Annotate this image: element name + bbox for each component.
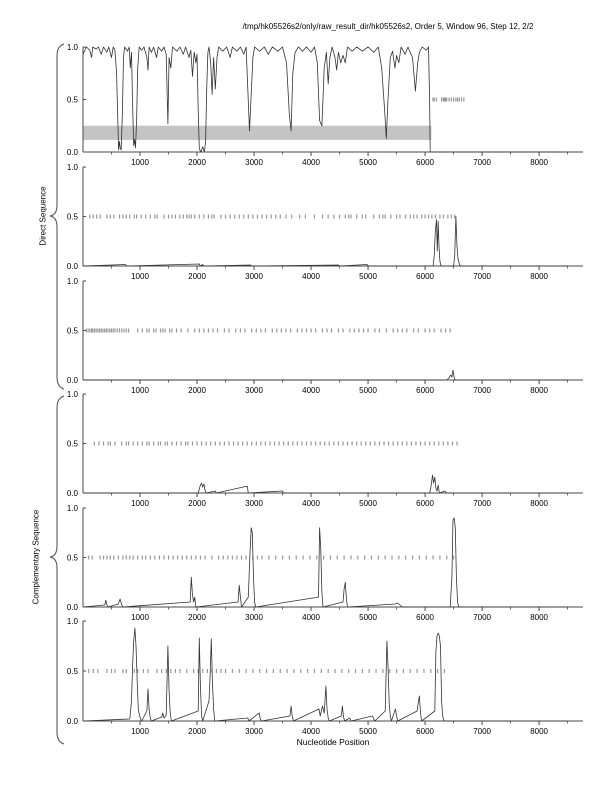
panel-complementary-frame-3 <box>67 617 583 736</box>
y-tick-label: 0.5 <box>66 667 78 676</box>
x-tick-label: 7000 <box>473 499 491 508</box>
x-tick-label: 6000 <box>416 158 434 167</box>
x-tick-label: 2000 <box>188 272 206 281</box>
x-tick-label: 8000 <box>530 499 548 508</box>
x-tick-label: 7000 <box>473 727 491 736</box>
y-tick-label: 1.0 <box>66 163 78 172</box>
probability-curve <box>83 475 568 493</box>
x-tick-label: 5000 <box>359 272 377 281</box>
complementary-sequence-brace <box>50 396 64 744</box>
x-tick-label: 6000 <box>416 272 434 281</box>
x-tick-label: 3000 <box>245 272 263 281</box>
x-tick-label: 1000 <box>131 499 149 508</box>
x-tick-label: 7000 <box>473 158 491 167</box>
x-tick-label: 6000 <box>416 727 434 736</box>
y-tick-label: 1.0 <box>66 617 78 626</box>
x-tick-label: 6000 <box>416 386 434 395</box>
probability-curve <box>83 518 568 607</box>
x-tick-label: 2000 <box>188 158 206 167</box>
y-tick-label: 1.0 <box>66 277 78 286</box>
panel-complementary-frame-2 <box>67 504 583 622</box>
x-tick-label: 8000 <box>530 727 548 736</box>
y-tick-label: 0.0 <box>66 262 78 271</box>
x-tick-label: 4000 <box>302 386 320 395</box>
x-tick-label: 5000 <box>359 727 377 736</box>
x-tick-label: 2000 <box>188 499 206 508</box>
direct-sequence-label: Direct Sequence <box>38 186 48 246</box>
panel-direct-frame-2 <box>67 163 583 281</box>
x-tick-label: 8000 <box>530 272 548 281</box>
x-tick-label: 2000 <box>188 386 206 395</box>
panel-complementary-frame-1 <box>67 390 583 508</box>
y-tick-label: 0.0 <box>66 148 78 157</box>
complementary-sequence-label: Complementary Sequence <box>31 509 41 605</box>
x-tick-label: 7000 <box>473 386 491 395</box>
panels <box>67 43 583 736</box>
probability-curve <box>83 628 568 721</box>
panel-direct-frame-3 <box>67 277 583 395</box>
x-tick-label: 2000 <box>188 613 206 622</box>
y-tick-label: 0.0 <box>66 603 78 612</box>
x-tick-label: 7000 <box>473 272 491 281</box>
x-tick-label: 1000 <box>131 613 149 622</box>
x-tick-label: 3000 <box>245 727 263 736</box>
y-tick-label: 1.0 <box>66 504 78 513</box>
x-tick-label: 4000 <box>302 727 320 736</box>
x-tick-label: 5000 <box>359 158 377 167</box>
x-tick-label: 6000 <box>416 613 434 622</box>
x-tick-label: 5000 <box>359 386 377 395</box>
x-tick-label: 1000 <box>131 727 149 736</box>
y-tick-label: 1.0 <box>66 43 78 52</box>
x-tick-label: 8000 <box>530 158 548 167</box>
y-tick-label: 0.0 <box>66 489 78 498</box>
plot-title: /tmp/hk05526s2/only/raw_result_dir/hk05526s2, Order 5, Window 96, Step 12, 2/2 <box>242 22 534 31</box>
x-tick-label: 4000 <box>302 613 320 622</box>
y-tick-label: 0.5 <box>66 439 78 449</box>
y-tick-label: 0.0 <box>66 717 78 726</box>
x-tick-label: 3000 <box>245 613 263 622</box>
x-tick-label: 3000 <box>245 386 263 395</box>
x-tick-label: 4000 <box>302 499 320 508</box>
y-tick-label: 0.5 <box>66 212 78 222</box>
direct-sequence-brace <box>50 44 64 389</box>
x-tick-label: 8000 <box>530 386 548 395</box>
y-tick-label: 0.5 <box>66 553 78 563</box>
y-tick-label: 0.0 <box>66 376 78 385</box>
probability-curve <box>83 217 568 267</box>
x-tick-label: 2000 <box>188 727 206 736</box>
probability-curve <box>83 370 568 380</box>
y-tick-label: 0.5 <box>66 95 78 105</box>
x-tick-label: 3000 <box>245 499 263 508</box>
y-tick-label: 0.5 <box>66 326 78 336</box>
x-tick-label: 7000 <box>473 613 491 622</box>
x-tick-label: 1000 <box>131 272 149 281</box>
x-tick-label: 8000 <box>530 613 548 622</box>
x-tick-label: 4000 <box>302 158 320 167</box>
x-tick-label: 4000 <box>302 272 320 281</box>
x-axis-title: Nucleotide Position <box>296 737 370 747</box>
x-tick-label: 3000 <box>245 158 263 167</box>
x-tick-label: 6000 <box>416 499 434 508</box>
x-tick-label: 5000 <box>359 499 377 508</box>
panel-direct-frame-1 <box>67 43 583 167</box>
y-tick-label: 1.0 <box>66 390 78 399</box>
x-tick-label: 1000 <box>131 158 149 167</box>
x-tick-label: 5000 <box>359 613 377 622</box>
threshold-band <box>83 126 431 140</box>
x-tick-label: 1000 <box>131 386 149 395</box>
